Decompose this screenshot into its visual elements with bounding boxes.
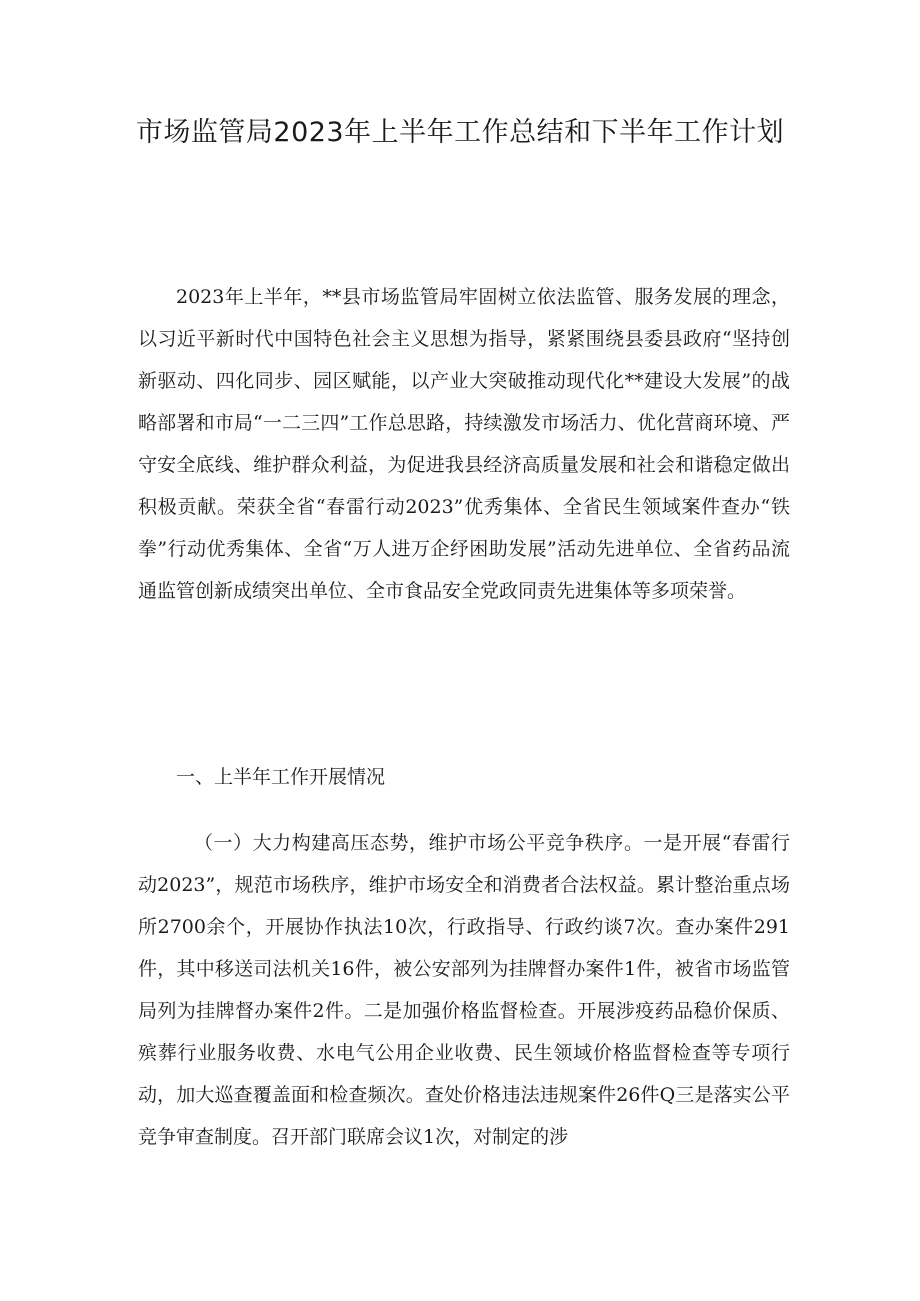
intro-paragraph: 2023年上半年，**县市场监管局牢固树立依法监管、服务发展的理念，以习近平新时代中国特色社会主义思想为指导，紧紧围绕县委县政府“坚持创新驱动、四化同步、园区赋能，以产业大突破推动现代化**建设大发展”的战略部署和市局“一二三四”工作总思路，持续激发市场活力、优化营商环境、严守安全底线、维护群众利益，为促进我县经济高质量发展和社会和谐稳定做出积极贡献。荣获全省“春雷行动2023”优秀集体、全省民生领域案件查办“铁拳”行动优秀集体、全省“万人进万企纾困助发展”活动先进单位、全省药品流通监管创新成绩突出单位、全市食品安全党政同责先进集体等多项荣誉。: [138, 286, 790, 602]
section-heading: 一、上半年工作开展情况: [176, 766, 386, 788]
section-paragraph: （一）大力构建高压态势，维护市场公平竞争秩序。一是开展“春雷行动2023”，规范市场秩序，维护市场安全和消费者合法权益。累计整治重点场所2700余个，开展协作执法10次，行政指导、行政约谈7次。查办案件291件，其中移送司法机关16件，被公安部列为挂牌督办案件1件，被省市场监管局列为挂牌督办案件2件。二是加强价格监督检查。开展涉疫药品稳价保质、殡葬行业服务收费、水电气公用企业收费、民生领域价格监督检查等专项行动，加大巡查覆盖面和检查频次。查处价格违法违规案件26件Q三是落实公平竞争审查制度。召开部门联席会议1次，对制定的涉: [138, 832, 790, 1148]
document-title: 市场监管局2023年上半年工作总结和下半年工作计划: [135, 117, 785, 148]
